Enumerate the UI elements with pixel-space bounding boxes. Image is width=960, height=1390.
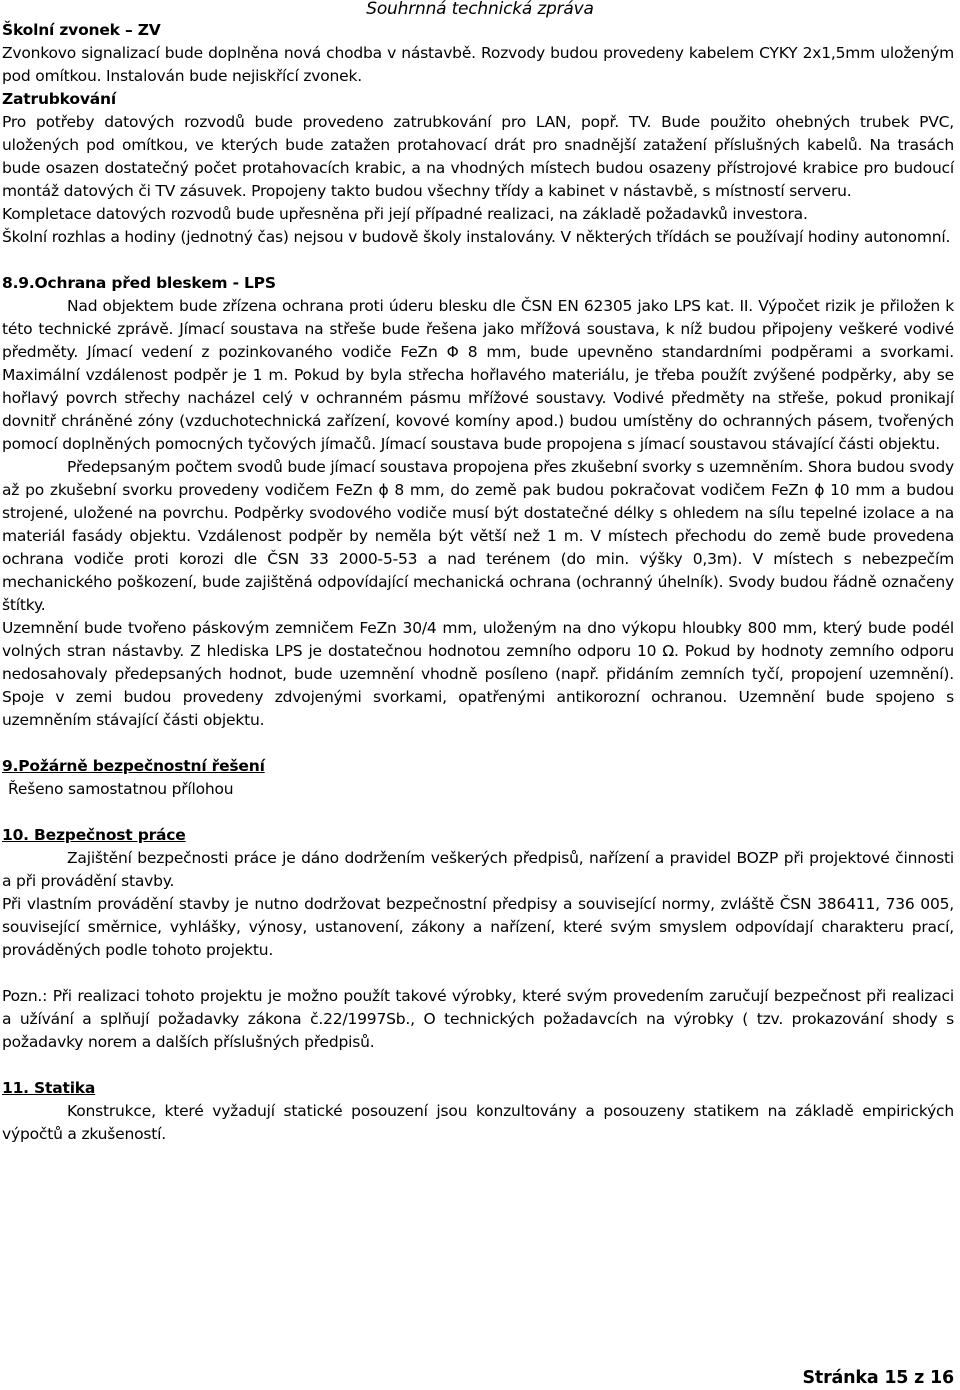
- paragraph-zatrubkovani-3: Školní rozhlas a hodiny (jednotný čas) nejsou v budově školy instalovány. V některých třídách se používají hodiny autonomní.: [2, 228, 951, 246]
- page-number: Stránka 15 z 16: [802, 1368, 954, 1388]
- paragraph-lps-3: Uzemnění bude tvořeno páskovým zemničem FeZn 30/4 mm, uloženým na dno výkopu hloubky 800 mm, který bude podél volných stran nástavby. Z hlediska LPS je dostatečnou hodnotou zemního odporu 10 Ω. Pokud by hodnoty zemního odporu nedosahovaly předepsaných hodnot, bude uzemnění vhodně posíleno (např. přidáním zemních tyčí, propojení uzemnění). Spoje v zemi budou provedeny zdvojenými svorkami, opatřenými antikorozní ochranou. Uzemnění bude spojeno s uzemněním stávající části objektu.: [2, 619, 954, 729]
- paragraph-lps-1: Nad objektem bude zřízena ochrana proti úderu blesku dle ČSN EN 62305 jako LPS kat. II. Výpočet rizik je přiložen k této technické zprávě. Jímací soustava na střeše bude řešena jako mřížová soustava, k níž budou připojeny veškeré vodivé předměty. Jímací vedení z pozinkovaného vodiče FeZn Φ 8 mm, bude upevněno standardními podpěrami a svorkami. Maximální vzdálenost podpěr je 1 m. Pokud by byla střecha hořlavého materiálu, je třeba použít zvýšené podpěrky, aby se hořlavý povrch střechy nacházel celý v ochranném pásmu mřížové soustavy. Vodivé předměty na střeše, pokud pronikají dovnitř chráněné zóny (vzduchotechnická zařízení, kovové komíny apod.) budou umístěny do ochranných pásem, tvořených pomocí doplněných pomocných tyčových jímačů. Jímací soustava bude propojena s jímací soustavou stávající části objektu.: [2, 297, 954, 453]
- section-heading-zatrubkovani: Zatrubkování: [2, 90, 116, 108]
- paragraph-bezpecnost-2: Při vlastním provádění stavby je nutno dodržovat bezpečnostní předpisy a související normy, zvláště ČSN 386411, 736 005, související směrnice, vyhlášky, výnosy, ustanovení, zákony a nařízení, které svým smyslem odpovídají charakteru prací, prováděných podle tohoto projektu.: [2, 895, 954, 959]
- paragraph-zatrubkovani-1: Pro potřeby datových rozvodů bude provedeno zatrubkování pro LAN, popř. TV. Bude použito ohebných trubek PVC, uložených pod omítkou, ve kterých bude zatažen protahovací drát pro snadnější zatažení příslušných kabelů. Na trasách bude osazen dostatečný počet protahovacích krabic, a na vhodných místech budou osazeny přístrojové krabice pro budoucí montáž datových či TV zásuvek. Propojeny takto budou všechny třídy a kabinet v nástavbě, s místností serveru.: [2, 113, 954, 200]
- section-heading-bezpecnost: 10. Bezpečnost práce: [2, 826, 186, 844]
- paragraph-pozarni: Řešeno samostatnou přílohou: [8, 780, 234, 798]
- section-heading-statika: 11. Statika: [2, 1079, 96, 1097]
- section-title-lps: Ochrana před bleskem - LPS: [34, 274, 276, 292]
- paragraph-lps-2: Předepsaným počtem svodů bude jímací soustava propojena přes zkušební svorky s uzemněním. Shora budou svody až po zkušební svorku provedeny vodičem FeZn ϕ 8 mm, do země pak budou pokračovat vodičem FeZn ϕ 10 mm a budou strojené, uložené na povrchu. Podpěrky svodového vodiče musí být dostatečné délky s ohledem na sílu tepelné izolace a na materiál fasády objektu. Vzdálenost podpěr by neměla být větší než 1 m. V místech přechodu do země bude provedena ochrana vodiče proti korozi dle ČSN 33 2000-5-53 a nad terénem (do min. výšky 0,3m). V místech s nebezpečím mechanického poškození, bude zajištěná odpovídající mechanická ochrana (ochranný úhelník). Svody budou řádně označeny štítky.: [2, 458, 954, 614]
- section-heading-pozarni: 9.Požárně bezpečnostní řešení: [2, 757, 265, 775]
- paragraph-zvonek: Zvonkovo signalizací bude doplněna nová chodba v nástavbě. Rozvody budou provedeny kabelem CYKY 2x1,5mm uloženým pod omítkou. Instalován bude nejiskřící zvonek.: [2, 44, 954, 85]
- paragraph-bezpecnost-note: Pozn.: Při realizaci tohoto projektu je možno použít takové výrobky, které svým provedením zaručují bezpečnost při realizaci a užívání a splňují požadavky zákona č.22/1997Sb., O technických požadavcích na výrobky ( tzv. prokazování shody s požadavky norem a dalších příslušných předpisů.: [2, 987, 954, 1051]
- page-content: [2, 19, 954, 1146]
- section-heading-zvonek: Školní zvonek – ZV: [2, 21, 161, 39]
- section-number-lps: 8.9.: [2, 274, 35, 292]
- running-header: Souhrnná technická zpráva: [366, 0, 594, 19]
- section-heading-lps: [2, 272, 954, 295]
- paragraph-zatrubkovani-2: Kompletace datových rozvodů bude upřesněna při její případné realizaci, na základě požadavků investora.: [2, 205, 808, 223]
- paragraph-statika: Konstrukce, které vyžadují statické posouzení jsou konzultovány a posouzeny statikem na základě empirických výpočtů a zkušeností.: [2, 1102, 954, 1143]
- paragraph-bezpecnost-1: Zajištění bezpečnosti práce je dáno dodržením veškerých předpisů, nařízení a pravidel BOZP při projektové činnosti a při provádění stavby.: [2, 849, 954, 890]
